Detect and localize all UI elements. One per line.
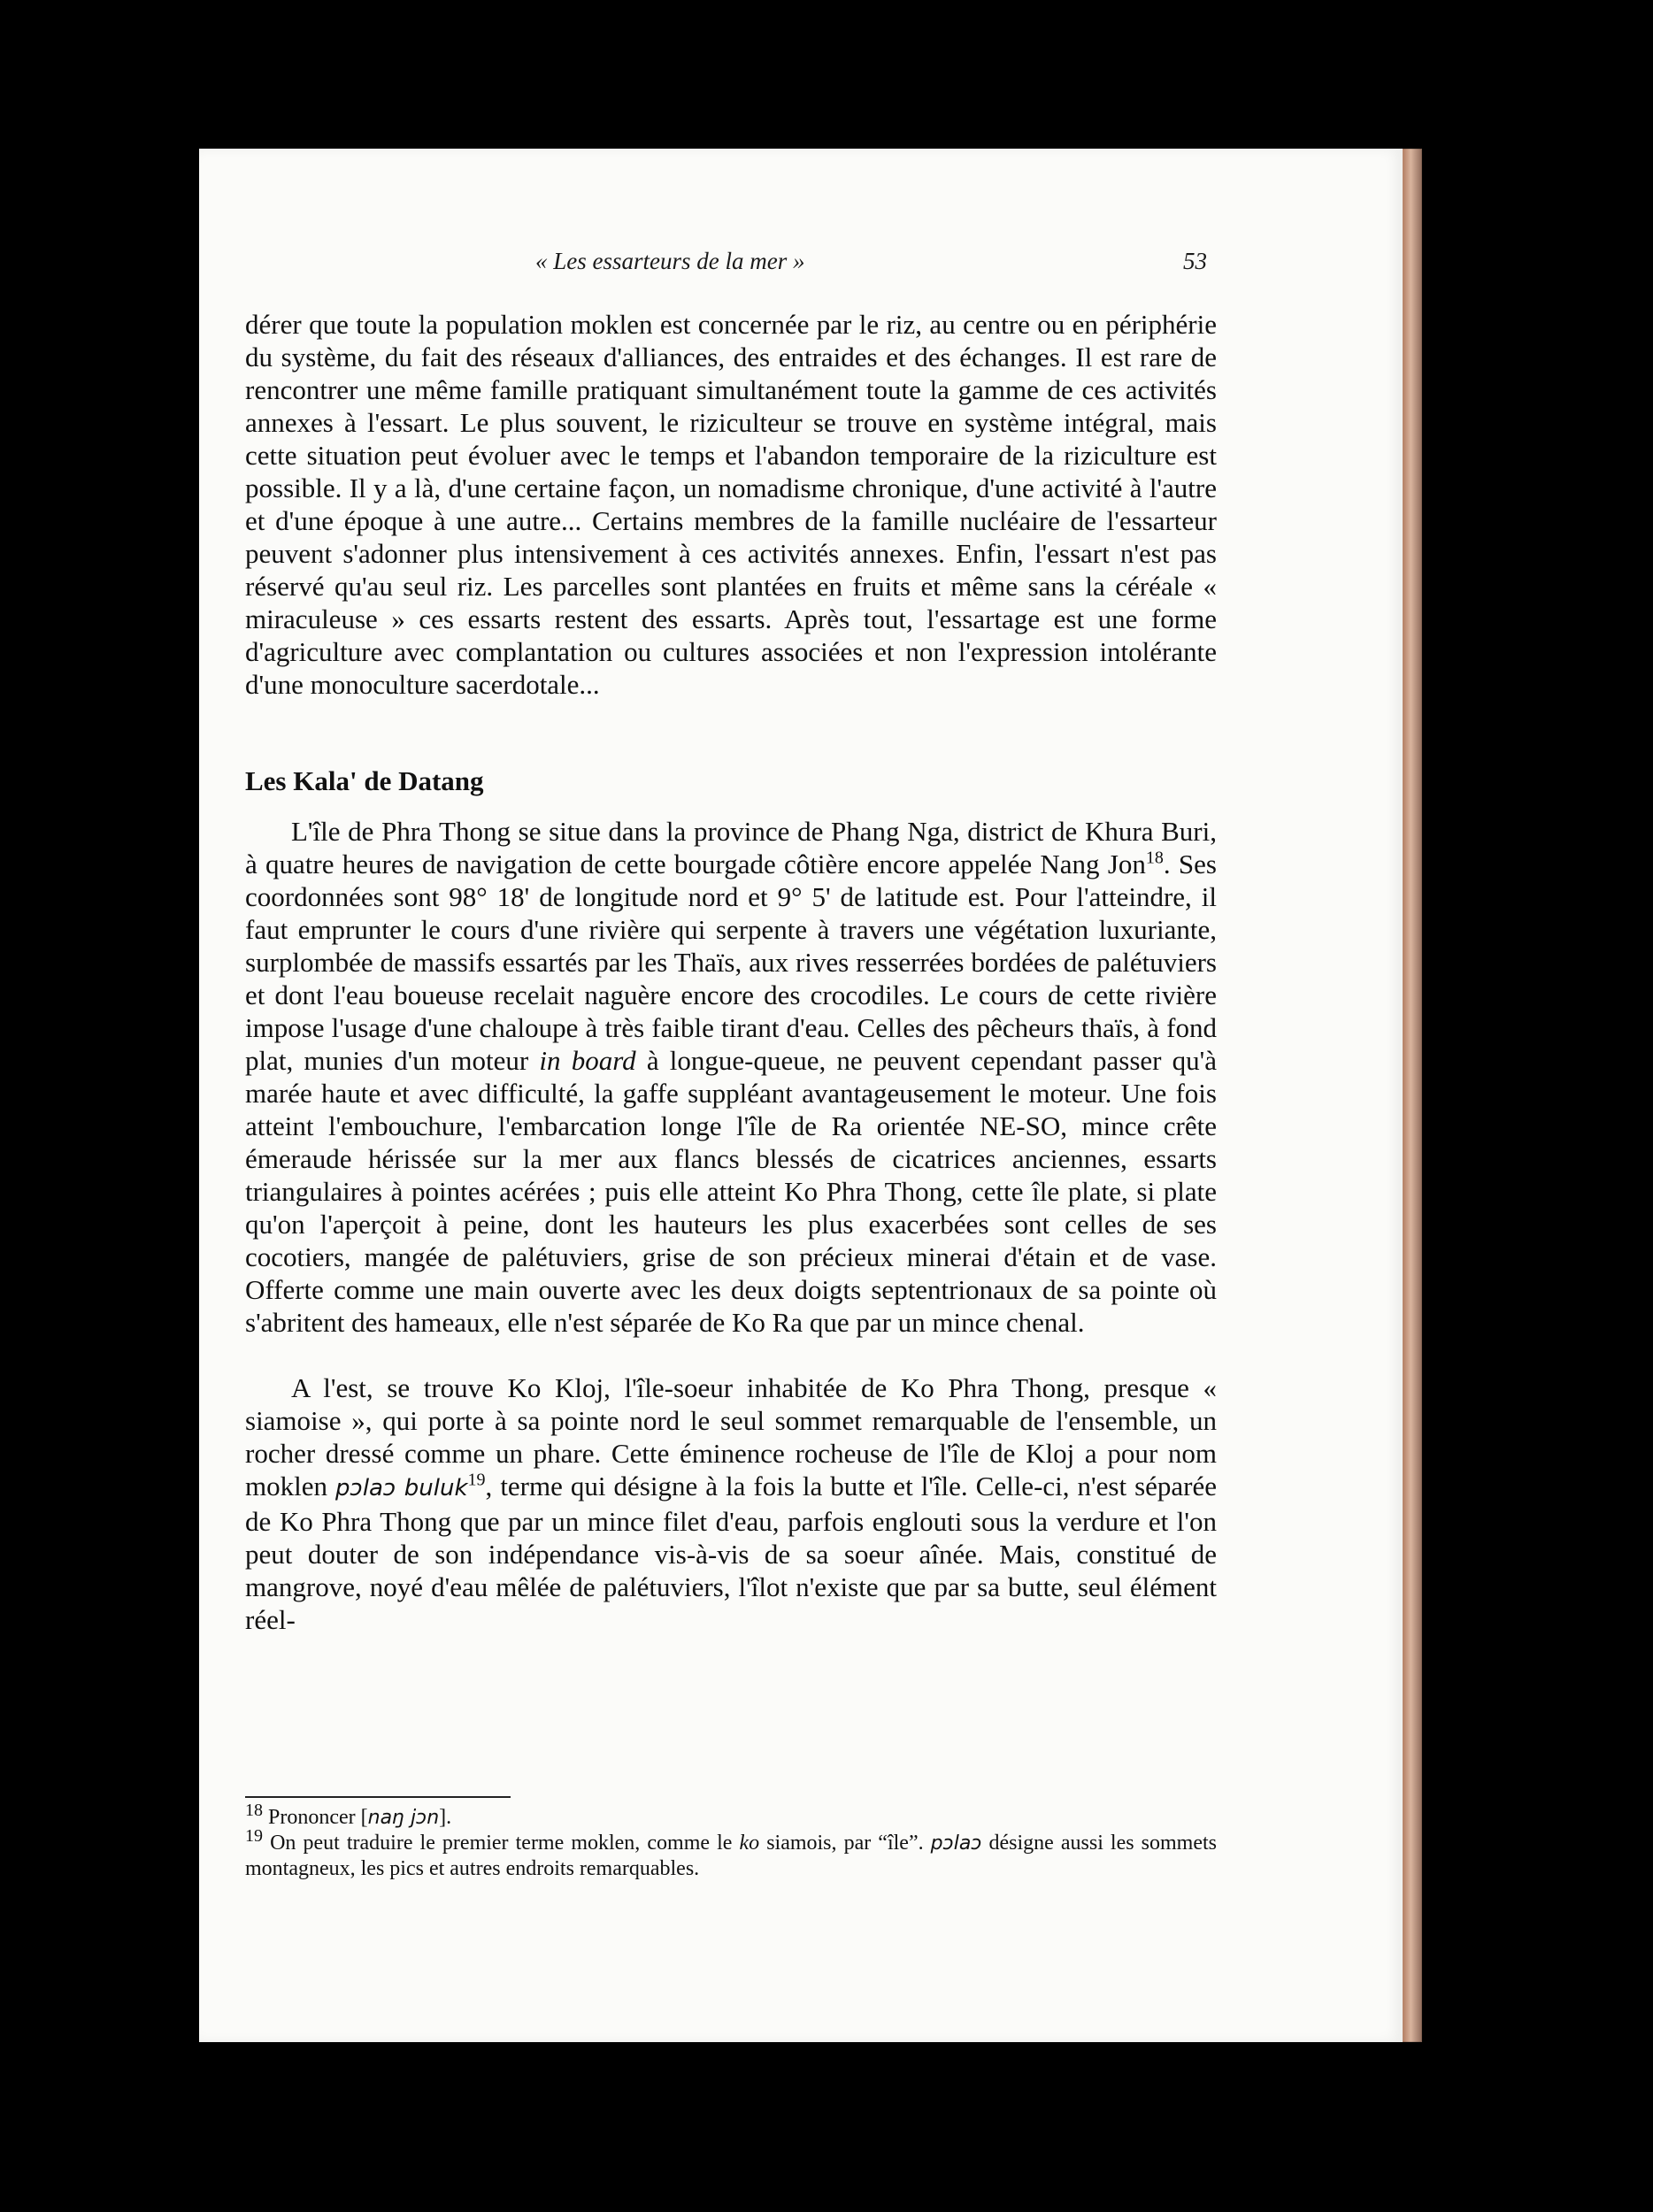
paragraph-3-phonetic: pɔlaɔ buluk	[335, 1475, 468, 1502]
footnote-ref-18: 18	[1145, 848, 1164, 868]
footnote-18-text-a: Prononcer [	[263, 1806, 368, 1829]
body-text	[245, 308, 1217, 1636]
footnote-ref-19: 19	[467, 1470, 486, 1490]
footnote-18-text-b: ].	[439, 1806, 452, 1829]
footnote-19-italic: ko	[739, 1832, 760, 1855]
paragraph-2-text-c: à longue-queue, ne peuvent cependant passer qu'à marée haute et avec difficulté, la gaffe suppléant avantageusement le moteur. Une fois atteint l'embouchure, l'embarcation longe l'île de Ra orientée NE-SO, mince crête émeraude hérissée sur la mer aux flancs blessés de cicatrices anciennes, essarts triangulaires à pointes acérées ; puis elle atteint Ko Phra Thong, cette île plate, si plate qu'on l'aperçoit à peine, dont les hauteurs les plus exacerbées sont celles de ses cocotiers, mangée de palétuviers, grise de son précieux minerai d'étain et de vase. Offerte comme une main ouverte avec les deux doigts septentrionaux de sa pointe où s'abritent des hameaux, elle n'est séparée de Ko Ra que par un mince chenal.	[245, 1045, 1218, 1338]
footnote-rule	[245, 1796, 511, 1798]
footnote-18-number: 18	[245, 1801, 263, 1820]
footnote-19	[245, 1826, 1217, 1882]
book-page	[199, 149, 1403, 2042]
footnote-18-phonetic: naŋ jɔn	[367, 1807, 440, 1829]
running-head	[199, 248, 1403, 283]
footnotes	[245, 1801, 1217, 1882]
paragraph-3-text-a: A l'est, se trouve Ko Kloj, l'île-soeur inhabitée de Ko Phra Thong, presque « siamoise », qui porte à sa pointe nord le seul sommet remarquable de l'ensemble, un rocher dressé comme un phare. Cette éminence rocheuse de l'île de Kloj a pour nom moklen	[245, 1372, 1217, 1502]
running-head-title: « Les essarteurs de la mer »	[535, 248, 805, 274]
paragraph-3-text-b: , terme qui désigne à la fois la butte et l'île. Celle-ci, n'est séparée de Ko Phra Thong que par un mince filet d'eau, parfois englouti sous la verdure et l'on peut douter de son indépendance vis-à-vis de sa soeur aînée. Mais, constitué de mangrove, noyé d'eau mêlée de palétuviers, l'îlot n'existe que par sa butte, seul élément réel-	[245, 1471, 1217, 1635]
footnote-19-phonetic: pɔlaɔ	[930, 1832, 982, 1855]
paragraph-1: dérer que toute la population moklen est concernée par le riz, au centre ou en périphérie du système, du fait des réseaux d'alliances, des entraides et des échanges. Il est rare de rencontrer une même famille pratiquant simultanément toute la gamme de ces activités annexes à l'essart. Le plus souvent, le riziculteur se trouve en système intégral, mais cette situation peut évoluer avec le temps et l'abandon temporaire de la riziculture est possible. Il y a là, d'une certaine façon, un nomadisme chronique, d'une activité à l'autre et d'une époque à une autre... Certains membres de la famille nucléaire de l'essarteur peuvent s'adonner plus intensivement à ces activités annexes. Enfin, l'essart n'est pas réservé qu'au seul riz. Les parcelles sont plantées en fruits et même sans la céréale « miraculeuse » ces essarts restent des essarts. Après tout, l'essartage est une forme d'agriculture avec complantation ou cultures associées et non l'expression intolérante d'une monoculture sacerdotale...	[245, 309, 1217, 700]
paragraph-2-text-b: . Ses coordonnées sont 98° 18' de longitude nord et 9° 5' de latitude est. Pour l'atteindre, il faut emprunter le cours d'une rivière qui serpente à travers une végétation luxuriante, surplombée de massifs essartés par les Thaïs, aux rives resserrées bordées de palétuviers et dont l'eau boueuse recelait naguère encore des crocodiles. Le cours de cette rivière impose l'usage d'une chaloupe à très faible tirant d'eau. Celles des pêcheurs thaïs, à fond plat, munies d'un moteur	[245, 849, 1217, 1076]
paragraph-3	[245, 1371, 1217, 1636]
section-heading: Les Kala' de Datang	[245, 765, 484, 796]
footnote-19-text-a: On peut traduire le premier terme moklen, comme le	[263, 1832, 740, 1855]
footnote-19-text-b: siamois, par “île”.	[759, 1832, 931, 1855]
paragraph-2-italic: in board	[539, 1045, 636, 1076]
footnote-19-number: 19	[245, 1826, 263, 1846]
footnote-18	[245, 1801, 1217, 1831]
paragraph-2	[245, 815, 1217, 1339]
paragraph-gap	[245, 1339, 1217, 1371]
footnote-19-text-c: désigne aussi les sommets montagneux, les pics et autres endroits remarquables.	[245, 1832, 1217, 1880]
paragraph-2-text-a: L'île de Phra Thong se situe dans la province de Phang Nga, district de Khura Buri, à quatre heures de navigation de cette bourgade côtière encore appelée Nang Jon	[245, 816, 1217, 879]
page-number: 53	[1183, 248, 1207, 274]
